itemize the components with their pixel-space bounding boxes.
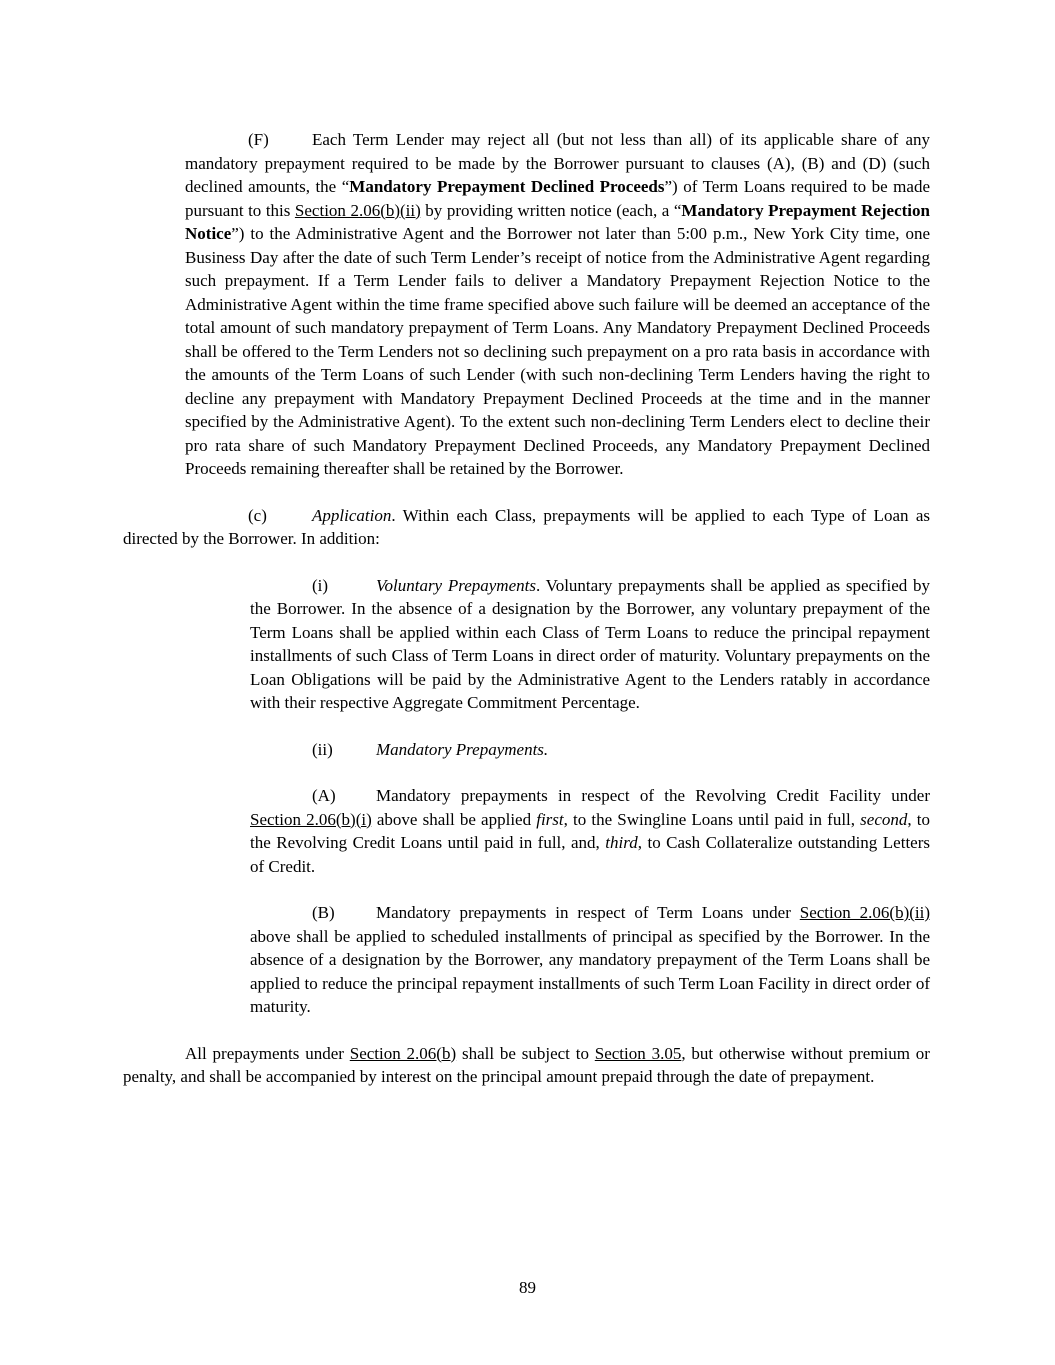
text-run: All prepayments under [185,1043,350,1063]
paragraph-closing [123,1042,930,1089]
emphasis-third: third [605,833,638,852]
paragraph-F [185,128,930,481]
text-run: Mandatory prepayments in respect of Term Loans under [376,903,800,922]
defined-term-mandatory-prepayment-declined-proceeds: Mandatory Prepayment Declined Proceeds [349,177,665,196]
clause-label-F: (F) [248,130,269,149]
text-run: ”) to the Administrative Agent and the Borrower not later than 5:00 p.m., New York City time, one Business Day after the date of such Term Lender’s receipt of notice from the Administrative Agent regarding such prepayment. If a Term Lender fails to deliver a Mandatory Prepayment Rejection Notice to the Administrative Agent within the time frame specified above such failure will be deemed an acceptance of the total amount of such mandatory prepayment of Term Loans. Any Mandatory Prepayment Declined Proceeds shall be offered to the Term Lenders not so declining such prepayment on a pro rata basis in accordance with the amounts of the Term Loans of such Lender (with such non-declining Term Lenders having the right to decline any prepayment with Mandatory Prepayment Declined Proceeds at the time and in the manner specified by the Administrative Agent). To the extent such non-declining Term Lenders elect to decline their pro rata share of such Mandatory Prepayment Declined Proceeds, any Mandatory Prepayment Declined Proceeds remaining thereafter shall be retained by the Borrower. [185,224,930,478]
text-run: Each Term Lender may reject all (but not less than all) of its applicable share of any mandatory prepayment required to be made by the Borrower pursuant to clauses (A), (B) and (D) (such declined amounts, the “ [185,130,930,196]
section-reference: Section 2.06(b)(ii) [294,200,421,220]
heading-voluntary-prepayments: Voluntary Prepayments [376,575,536,595]
document-body [123,128,930,1089]
section-reference: Section 2.06(b) [349,1043,457,1063]
heading-application: Application [312,505,392,525]
text-run: above shall be applied [371,809,537,829]
text-run: , to the Revolving Credit Loans until paid in full, and, [250,809,930,852]
text-run: shall be subject to [456,1043,595,1063]
text-run: by providing written notice (each, a “ [420,200,682,220]
clause-label-A: (A) [312,786,336,805]
paragraph-c [123,504,930,551]
section-reference: Section 3.05 [594,1043,682,1063]
paragraph-A [250,784,930,878]
section-reference: Section 2.06(b)(i) [250,809,372,829]
heading-mandatory-prepayments: Mandatory Prepayments. [376,739,549,759]
clause-label-i: (i) [312,575,329,595]
emphasis-first: first [536,809,564,829]
text-run: Mandatory prepayments in respect of the Revolving Credit Facility under [376,786,930,805]
clause-label-c: (c) [248,505,267,525]
text-run: above shall be applied to scheduled installments of principal as specified by the Borrower. In the absence of a designation by the Borrower, any mandatory prepayment of the Term Loans shall be applied to reduce the principal repayment installments of such Term Loan Facility in direct order of maturity. [250,926,930,1016]
page-number: 89 [519,1278,536,1297]
paragraph-B [250,901,930,1019]
text-run: , to Cash Collateralize outstanding Letters of Credit. [250,833,930,876]
text-run: , but otherwise without premium or penalty, and shall be accompanied by interest on the principal amount prepaid through the date of prepayment. [123,1043,930,1086]
text-run: . Within each Class, prepayments will be applied to each Type of Loan as directed by the Borrower. In addition: [123,505,930,548]
defined-term-mandatory-prepayment-rejection-notice: Mandatory Prepayment Rejection Notice [185,200,930,243]
emphasis-second: second [860,809,908,829]
text-run: . Voluntary prepayments shall be applied as specified by the Borrower. In the absence of a designation by the Borrower, any voluntary prepayment of the Term Loans shall be applied within each Class of Term Loans to reduce the principal repayment installments of such Class of Term Loans in direct order of maturity. Voluntary prepayments on the Loan Obligations will be paid by the Administrative Agent to the Lenders ratably in accordance with their respective Aggregate Commitment Percentage. [250,575,930,712]
text-run: ”) of Term Loans required to be made pursuant to this [185,177,930,220]
clause-label-B: (B) [312,903,335,922]
paragraph-i [250,574,930,715]
paragraph-ii [250,738,930,762]
clause-label-ii: (ii) [312,739,333,759]
text-run: , to the Swingline Loans until paid in full, [563,809,861,829]
section-reference: Section 2.06(b)(ii) [799,903,930,922]
